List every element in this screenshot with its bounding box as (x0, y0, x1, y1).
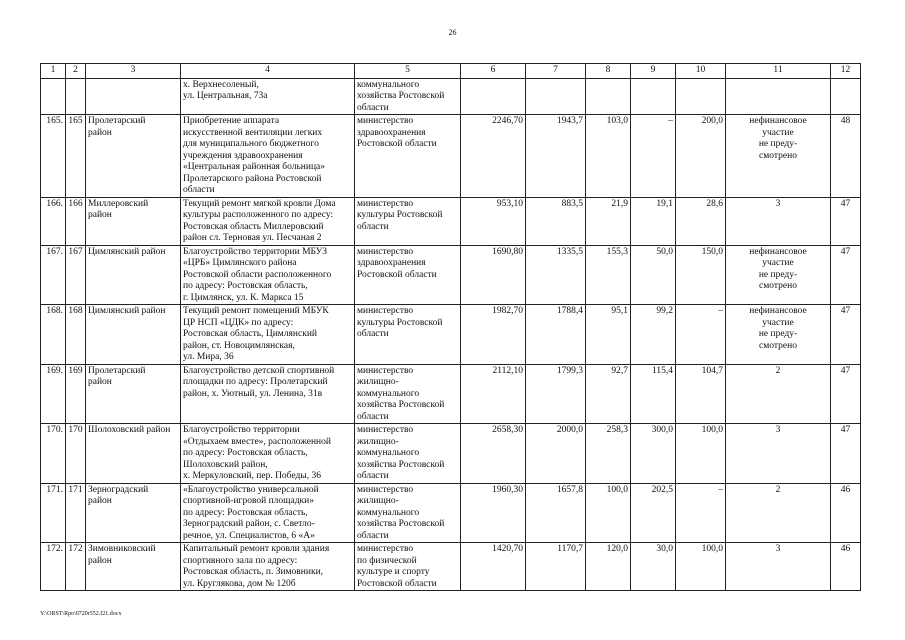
cell-district: Зимовниковский район (86, 543, 181, 591)
table-row (41, 364, 861, 424)
column-header-8: 8 (586, 64, 631, 79)
cell-index: 167. (41, 245, 66, 305)
cell-organizations: 104,7 (676, 364, 726, 424)
cell-local: 100,0 (586, 483, 631, 543)
column-header-9: 9 (631, 64, 676, 79)
cell-number: 168 (66, 305, 86, 365)
cell-population: 99,2 (631, 305, 676, 365)
cell-ministry: министерство здравоохранения Ростовской области (355, 245, 461, 305)
column-header-7: 7 (526, 64, 586, 79)
cell-total: 1690,80 (461, 245, 526, 305)
cell-total: 2112,10 (461, 364, 526, 424)
cell-regional: 2000,0 (526, 424, 586, 484)
cell-description: Приобретение аппарата искусственной вентиляции легких для муниципального бюджетного учреждения здравоохранения «Центральная районная больница» Пролетарского района Ростовской области (181, 115, 355, 198)
table-row (41, 424, 861, 484)
cell-description: Капитальный ремонт кровли здания спортивного зала по адресу: Ростовская область, п. Зимовники, ул. Круглякова, дом № 120б (181, 543, 355, 591)
cell-index: 168. (41, 305, 66, 365)
cell-score: 48 (831, 115, 861, 198)
cell-population: 19,1 (631, 197, 676, 245)
cell-nonfinancial: 2 (726, 483, 831, 543)
cell-population: 50,0 (631, 245, 676, 305)
cell-local: 92,7 (586, 364, 631, 424)
table-row (41, 543, 861, 591)
cell-number: 172 (66, 543, 86, 591)
cell-population: – (631, 115, 676, 198)
cell-district: Пролетарский район (86, 115, 181, 198)
cell-district: Цимлянский район (86, 245, 181, 305)
data-table (40, 63, 861, 591)
cell-local: 155,3 (586, 245, 631, 305)
cell-local: 95,1 (586, 305, 631, 365)
cell-description: Текущий ремонт мягкой кровли Дома культуры расположенного по адресу: Ростовская область Миллеровский район сл. Терновая ул. Песчаная 2 (181, 197, 355, 245)
table-row (41, 245, 861, 305)
cell-total: 1420,70 (461, 543, 526, 591)
cell-ministry: министерство здравоохранения Ростовской области (355, 115, 461, 198)
column-header-4: 4 (181, 64, 355, 79)
cell-number: 166 (66, 197, 86, 245)
cell-score: 47 (831, 245, 861, 305)
cell-ministry: министерство жилищно- коммунального хозяйства Ростовской области (355, 424, 461, 484)
cell-organizations: 150,0 (676, 245, 726, 305)
cell-index: 166. (41, 197, 66, 245)
cell-population: 115,4 (631, 364, 676, 424)
cell-number: 170 (66, 424, 86, 484)
cell-index: 172. (41, 543, 66, 591)
cell-total: 1982,70 (461, 305, 526, 365)
cell-description: Текущий ремонт помещений МБУК ЦР НСП «ЦДК» по адресу: Ростовская область, Цимлянский район, ст. Новоцимлянская, ул. Мира, 36 (181, 305, 355, 365)
cell-organizations: – (676, 483, 726, 543)
page-number: 26 (448, 28, 457, 37)
cell-index: 170. (41, 424, 66, 484)
cell-ministry: министерство жилищно- коммунального хозяйства Ростовской области (355, 483, 461, 543)
cell-description: Благоустройство территории МБУЗ «ЦРБ» Цимлянского района Ростовской области расположенного по адресу: Ростовская область, г. Цимлянск, ул. К. Маркса 15 (181, 245, 355, 305)
cell-number: 165 (66, 115, 86, 198)
table-row (41, 483, 861, 543)
cell-index: 169. (41, 364, 66, 424)
cell-ministry: коммунального хозяйства Ростовской области (355, 78, 461, 115)
cell-regional: 1788,4 (526, 305, 586, 365)
cell-organizations: – (676, 305, 726, 365)
cell-score: 46 (831, 483, 861, 543)
header-row (41, 64, 861, 79)
column-header-5: 5 (355, 64, 461, 79)
cell-regional: 1799,3 (526, 364, 586, 424)
cell-score: 47 (831, 424, 861, 484)
cell-total: 1960,30 (461, 483, 526, 543)
cell-district: Миллеровский район (86, 197, 181, 245)
footer-file-path: Y:\ORST\Rpo\0720r552.f21.docx (40, 611, 122, 617)
cell-regional: 1335,5 (526, 245, 586, 305)
cell-nonfinancial: нефинансовое участие не преду- смотрено (726, 305, 831, 365)
continued-row (41, 78, 861, 115)
cell-total: 953,10 (461, 197, 526, 245)
cell-organizations: 200,0 (676, 115, 726, 198)
cell-description: х. Верхнесоленый, ул. Центральная, 73а (181, 78, 355, 115)
cell-district: Зерноградский район (86, 483, 181, 543)
cell-ministry: министерство культуры Ростовской области (355, 305, 461, 365)
cell-description: Благоустройство территории «Отдыхаем вместе», расположенной по адресу: Ростовская область, Шолоховский район, х. Меркуловский, пер. Победы, 36 (181, 424, 355, 484)
cell-district: Шолоховский район (86, 424, 181, 484)
column-header-1: 1 (41, 64, 66, 79)
cell-regional: 1943,7 (526, 115, 586, 198)
column-header-11: 11 (726, 64, 831, 79)
cell-total: 2246,70 (461, 115, 526, 198)
cell-regional: 1170,7 (526, 543, 586, 591)
cell-population: 300,0 (631, 424, 676, 484)
cell-population: 30,0 (631, 543, 676, 591)
cell-district: Пролетарский район (86, 364, 181, 424)
cell-description: «Благоустройство универсальной спортивной-игровой площадки» по адресу: Ростовская область, Зерноградский район, с. Светло- речное, ул. Специалистов, 6 «А» (181, 483, 355, 543)
table-row (41, 115, 861, 198)
cell-organizations: 100,0 (676, 543, 726, 591)
cell-ministry: министерство жилищно- коммунального хозяйства Ростовской области (355, 364, 461, 424)
column-header-12: 12 (831, 64, 861, 79)
column-header-10: 10 (676, 64, 726, 79)
column-header-6: 6 (461, 64, 526, 79)
cell-local: 120,0 (586, 543, 631, 591)
table-row (41, 305, 861, 365)
cell-local: 21,9 (586, 197, 631, 245)
cell-nonfinancial: 2 (726, 364, 831, 424)
cell-nonfinancial: 3 (726, 197, 831, 245)
cell-score: 47 (831, 197, 861, 245)
cell-local: 103,0 (586, 115, 631, 198)
cell-nonfinancial: нефинансовое участие не преду- смотрено (726, 245, 831, 305)
cell-index: 171. (41, 483, 66, 543)
cell-population: 202,5 (631, 483, 676, 543)
cell-regional: 883,5 (526, 197, 586, 245)
table-row (41, 197, 861, 245)
cell-nonfinancial: 3 (726, 424, 831, 484)
cell-score: 47 (831, 305, 861, 365)
column-header-2: 2 (66, 64, 86, 79)
cell-number: 169 (66, 364, 86, 424)
cell-score: 46 (831, 543, 861, 591)
cell-regional: 1657,8 (526, 483, 586, 543)
cell-ministry: министерство культуры Ростовской области (355, 197, 461, 245)
cell-index: 165. (41, 115, 66, 198)
table-body (41, 78, 861, 591)
cell-total: 2658,30 (461, 424, 526, 484)
cell-district: Цимлянский район (86, 305, 181, 365)
cell-number: 167 (66, 245, 86, 305)
cell-ministry: министерство по физической культуре и спорту Ростовской области (355, 543, 461, 591)
cell-organizations: 100,0 (676, 424, 726, 484)
column-header-3: 3 (86, 64, 181, 79)
cell-local: 258,3 (586, 424, 631, 484)
cell-organizations: 28,6 (676, 197, 726, 245)
cell-description: Благоустройство детской спортивной площадки по адресу: Пролетарский район, х. Уютный, ул. Ленина, 31в (181, 364, 355, 424)
cell-nonfinancial: 3 (726, 543, 831, 591)
cell-number: 171 (66, 483, 86, 543)
cell-score: 47 (831, 364, 861, 424)
cell-nonfinancial: нефинансовое участие не преду- смотрено (726, 115, 831, 198)
